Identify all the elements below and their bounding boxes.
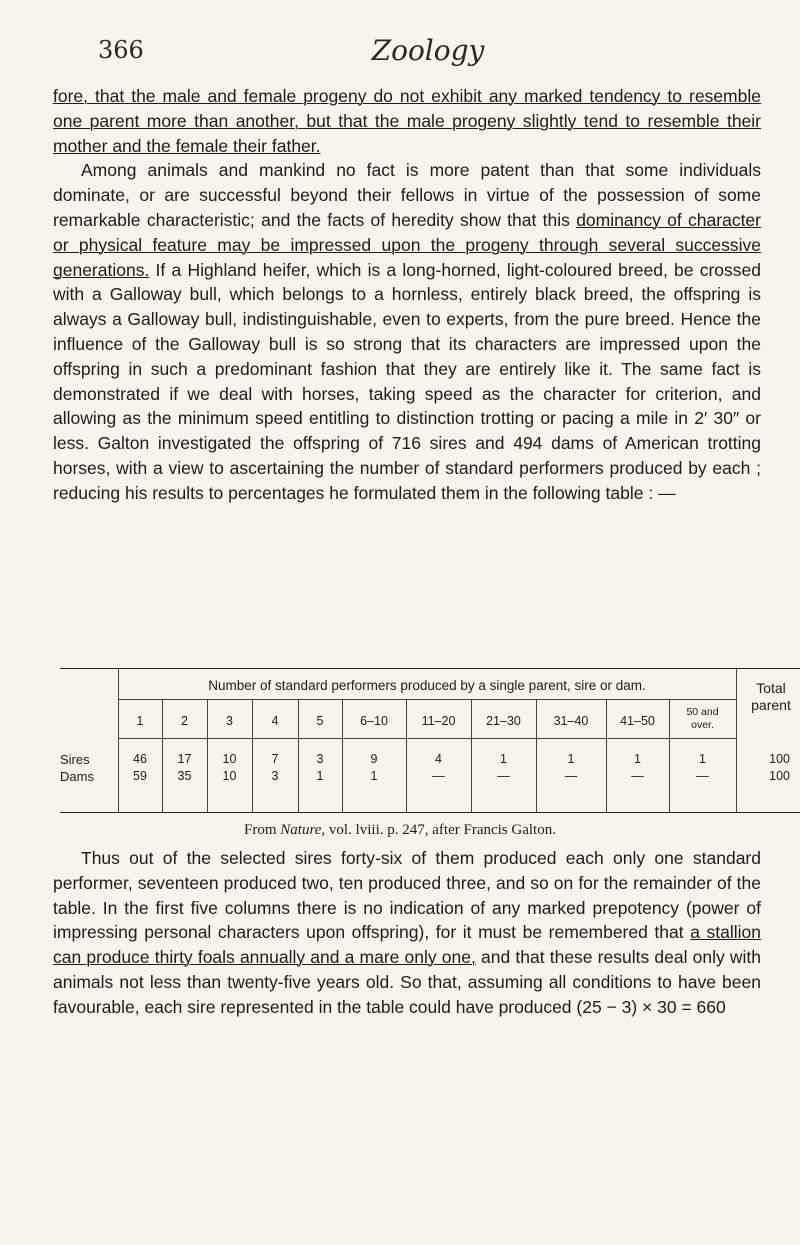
paragraph-prepotency bbox=[53, 846, 761, 1020]
table-cell: 3 bbox=[316, 752, 324, 766]
header-divider bbox=[118, 738, 736, 739]
table-cell: 7 bbox=[271, 752, 279, 766]
table-cell: 1 bbox=[699, 752, 706, 766]
table-cell: — bbox=[564, 769, 578, 783]
column-header: 21–30 bbox=[486, 714, 521, 728]
table-cell: 1 bbox=[370, 769, 378, 783]
column-header: 31–40 bbox=[553, 714, 589, 728]
table-cell: 1 bbox=[500, 752, 507, 766]
column-header: 41–50 bbox=[620, 714, 655, 728]
table-cell: 1 bbox=[634, 752, 641, 766]
table-caption bbox=[0, 822, 800, 839]
table-cell: — bbox=[497, 769, 510, 783]
underlined-passage: dominancy of character or physical feature may be impressed upon the progeny through several successive generations. bbox=[53, 209, 761, 280]
column-header: 2 bbox=[181, 714, 188, 728]
body-text bbox=[53, 846, 761, 1020]
paragraph-text: Among animals and mankind no fact is more patent than that some individuals dominate, or are successful beyond their fellows in virtue of the possession of some remarkable characteristic; and the facts of heredity show that this bbox=[53, 160, 761, 230]
page-header bbox=[98, 36, 758, 76]
paragraph-dominance bbox=[53, 158, 761, 505]
underlined-passage: fore, that the male and female progeny do not exhibit any marked tendency to resemble one parent more than another, but that the male progeny slightly tend to resemble their mother and the female their father. bbox=[53, 86, 761, 156]
caption-journal: Nature bbox=[280, 822, 322, 838]
header-divider bbox=[118, 699, 736, 700]
table-cell: 4 bbox=[435, 752, 442, 766]
table-total: 100 bbox=[769, 769, 790, 783]
table-group-header: Number of standard performers produced by a single parent, sire or dam. bbox=[208, 678, 646, 693]
paragraph-text: and that these results deal only with animals not less than twenty-five years old. So that, assuming all conditions to have been favourable, each sire represented in the table could have produced (25 − 3) × 30 = 660 bbox=[53, 947, 761, 1017]
paragraph-continued bbox=[53, 84, 761, 158]
table-total-header: Total parent bbox=[751, 680, 791, 713]
body-text bbox=[53, 84, 761, 506]
column-rule bbox=[118, 668, 119, 812]
table-cell: 46 bbox=[133, 752, 147, 766]
table-cell: 1 bbox=[316, 769, 324, 783]
table-bottom-rule bbox=[60, 812, 800, 813]
table-cell: 17 bbox=[177, 752, 192, 766]
caption-text: , vol. lviii. p. 247, after Francis Galton. bbox=[321, 822, 556, 838]
table-cell: 10 bbox=[222, 769, 237, 783]
paragraph-text: Thus out of the selected sires forty-six of them produced each only one standard performer, seventeen produced two, ten produced three, and so on for the remainder of the table. In the first five columns there is no indication of any marked prepotency (power of impressing personal characters upon offspring), for it must be remembered that bbox=[53, 848, 761, 943]
caption-text: From bbox=[244, 822, 281, 838]
galton-table bbox=[0, 668, 800, 814]
column-header: 11–20 bbox=[421, 714, 456, 728]
column-header: 3 bbox=[226, 714, 233, 728]
page-number: 366 bbox=[98, 36, 144, 64]
column-header: 5 bbox=[316, 714, 324, 728]
table-cell: 3 bbox=[271, 769, 279, 783]
column-header: 6–10 bbox=[360, 714, 388, 728]
table-total: 100 bbox=[769, 752, 790, 766]
table-cell: 9 bbox=[370, 752, 378, 766]
table-top-rule bbox=[60, 668, 800, 669]
row-label-dams: Dams bbox=[60, 769, 94, 784]
paragraph-text: If a Highland heifer, which is a long-horned, light-coloured breed, be crossed with a Galloway bull, which belongs to a hornless, entirely black breed, the offspring is always a Galloway bull, indistinguishable, even to experts, from the pure breed. Hence the influence of the Galloway bull is so strong that its characters are impressed upon the offspring in such a predominant fashion that they are entirely like it. The same fact is demonstrated if we deal with horses, taking speed as the character for criterion, and allowing as the minimum speed entitling to distinction trotting or pacing a mile in 2′ 30″ or less. Galton investigated the offspring of 716 sires and 494 dams of American trotting horses, with a view to ascertaining the number of standard performers produced by each ; reducing his results to percentages he formulated them in the following table : — bbox=[53, 259, 761, 503]
underlined-passage: a stallion can produce thirty foals annually and a mare only one, bbox=[53, 922, 761, 968]
running-head: Zoology bbox=[371, 34, 485, 67]
column-rule bbox=[736, 668, 737, 812]
table-cell: 59 bbox=[133, 769, 147, 783]
column-header: 4 bbox=[271, 714, 279, 728]
table-cell: — bbox=[696, 769, 709, 783]
table-cell: — bbox=[631, 769, 644, 783]
table-cell: 10 bbox=[222, 752, 237, 766]
column-header: 1 bbox=[136, 714, 144, 728]
table-cell: 35 bbox=[177, 769, 192, 783]
table-cell: 1 bbox=[567, 752, 575, 766]
column-header: 50 and over. bbox=[686, 706, 719, 731]
row-label-sires: Sires bbox=[60, 752, 90, 767]
table-cell: — bbox=[432, 769, 445, 783]
